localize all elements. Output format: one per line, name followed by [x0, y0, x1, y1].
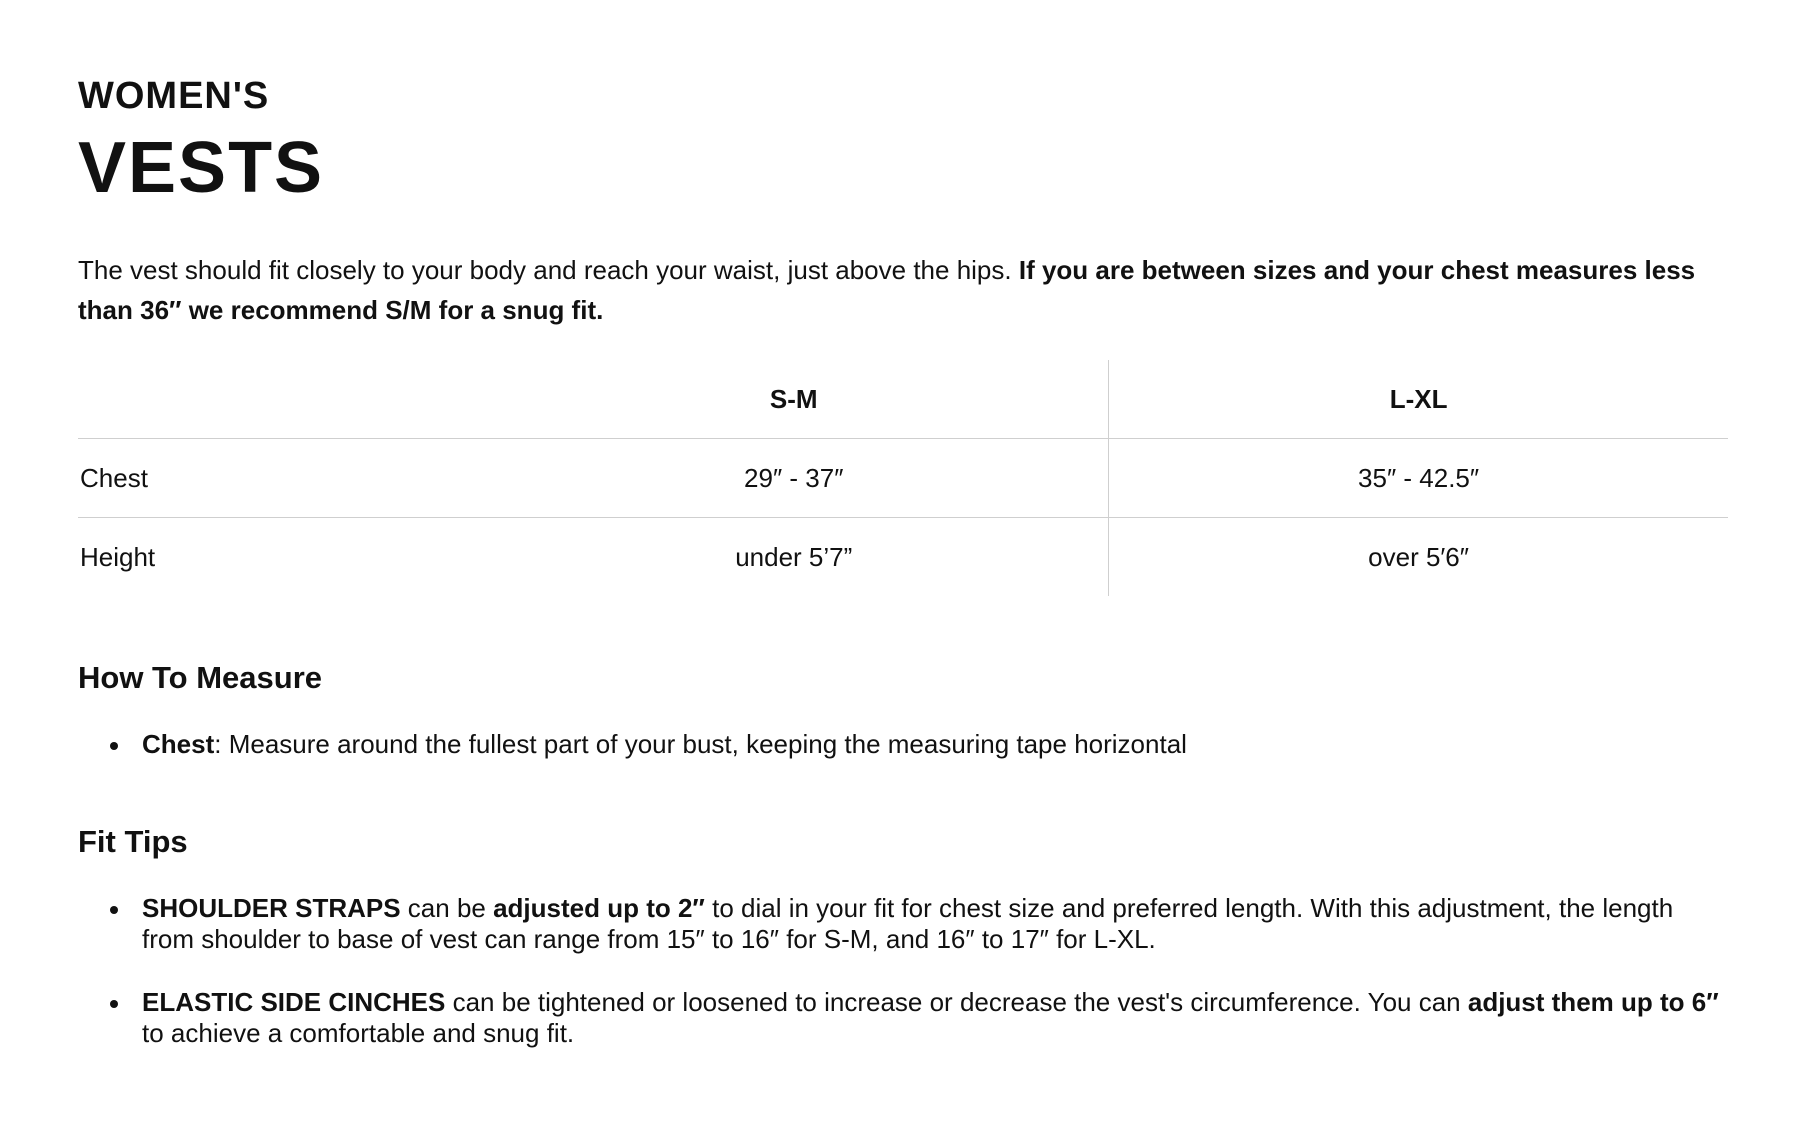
list-item — [78, 893, 1728, 955]
measure-description: : Measure around the fullest part of your bust, keeping the measuring tape horizontal — [214, 729, 1187, 759]
bullet-icon — [110, 742, 118, 750]
tip-highlight: adjust them up to 6″ — [1467, 987, 1719, 1017]
size-chart-table — [78, 360, 1728, 596]
list-item — [78, 729, 1728, 760]
tip-term: SHOULDER STRAPS — [142, 893, 401, 923]
cell-chest-l-xl: 35″ - 42.5″ — [1109, 439, 1728, 518]
bullet-icon — [110, 906, 118, 914]
table-header-l-xl: L-XL — [1109, 360, 1728, 439]
table-header-row — [78, 360, 1728, 439]
tip-text: can be tightened or loosened to increase or decrease the vest's circumference. You can — [445, 987, 1468, 1017]
tip-text: to achieve a comfortable and snug fit. — [142, 1018, 575, 1048]
bullet-icon — [110, 1000, 118, 1008]
intro-paragraph — [78, 250, 1728, 330]
table-row-chest — [78, 439, 1728, 518]
cell-height-l-xl: over 5′6″ — [1109, 518, 1728, 597]
measure-term: Chest — [142, 729, 215, 759]
how-to-measure-list — [78, 729, 1728, 760]
table-header-s-m: S-M — [769, 383, 818, 414]
row-label-chest: Chest — [80, 462, 148, 493]
table-row-height — [78, 518, 1728, 597]
category-eyebrow: WOMEN'S — [78, 75, 270, 117]
tip-highlight: adjusted up to 2″ — [493, 893, 705, 923]
row-label-height: Height — [80, 541, 156, 572]
page-title: VESTS — [78, 128, 325, 208]
intro-text: The vest should fit closely to your body and reach your waist, just above the hips. — [78, 255, 1019, 285]
table-header-blank — [78, 360, 479, 439]
how-to-measure-heading: How To Measure — [78, 660, 323, 695]
cell-height-s-m: under 5’7” — [735, 541, 853, 572]
fit-tips-list — [78, 893, 1728, 1049]
list-item — [78, 987, 1728, 1049]
fit-tips-heading: Fit Tips — [78, 824, 188, 859]
tip-text: to dial in your fit for chest size and preferred length. With this adjustment, the length from shoulder to base of vest can range from 15″ to 16″ for S-M, and 16″ to 17″ for L-XL. — [142, 893, 1674, 954]
intro-recommendation: If you are between sizes and your chest measures less than 36″ we recommend S/M for a snug fit. — [78, 255, 1696, 325]
tip-term: ELASTIC SIDE CINCHES — [142, 987, 446, 1017]
tip-text: can be — [400, 893, 494, 923]
cell-chest-s-m: 29″ - 37″ — [744, 462, 844, 493]
